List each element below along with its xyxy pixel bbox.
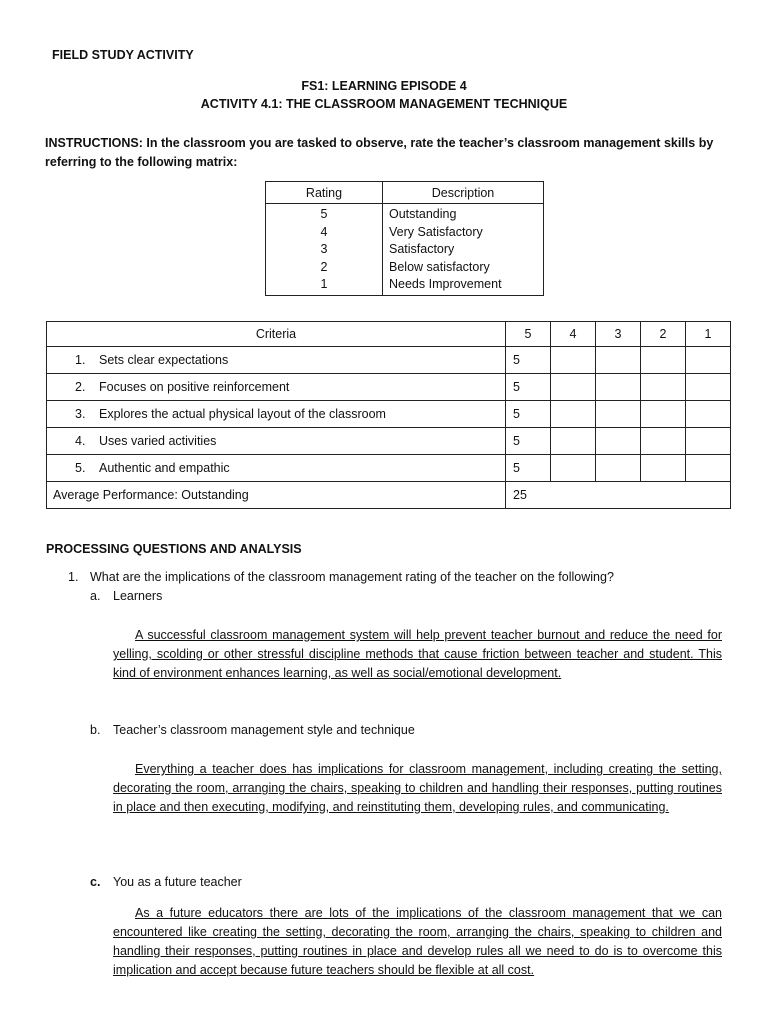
score-cell: 5 — [506, 347, 551, 374]
score-cell: 5 — [506, 374, 551, 401]
empty-cell — [551, 428, 596, 455]
rating-matrix-table — [265, 181, 544, 296]
rating-matrix-header-row — [266, 182, 544, 204]
description-header: Description — [383, 182, 544, 204]
criterion-cell — [47, 347, 506, 374]
empty-cell — [641, 428, 686, 455]
criterion-cell — [47, 455, 506, 482]
rating-description: Very Satisfactory — [389, 224, 483, 239]
empty-cell — [686, 401, 731, 428]
answer-b — [113, 760, 722, 817]
empty-cell — [686, 455, 731, 482]
empty-cell — [551, 374, 596, 401]
sub-item-c — [90, 875, 242, 889]
episode-title: FS1: LEARNING EPISODE 4 — [301, 79, 467, 93]
score-4-header: 4 — [551, 322, 596, 347]
answer-c — [113, 904, 722, 980]
rating-value: 3 — [320, 242, 328, 256]
criterion-number: 3. — [75, 407, 86, 421]
table-row — [47, 401, 731, 428]
empty-cell — [596, 401, 641, 428]
sub-item-label: You as a future teacher — [113, 875, 242, 889]
average-total: 25 — [506, 482, 731, 509]
sub-item-label: Learners — [113, 589, 163, 603]
sub-item-letter: a. — [90, 589, 101, 603]
score-1-header: 1 — [686, 322, 731, 347]
instructions-text: INSTRUCTIONS: In the classroom you are tasked to observe, rate the teacher’s classroom management skills by referring to the following matrix: — [45, 136, 714, 169]
criteria-table — [46, 321, 731, 509]
empty-cell — [641, 347, 686, 374]
empty-cell — [641, 401, 686, 428]
empty-cell — [641, 455, 686, 482]
rating-value: 2 — [320, 259, 328, 274]
criterion-text: Uses varied activities — [99, 434, 217, 448]
rating-value: 5 — [320, 207, 328, 221]
empty-cell — [686, 428, 731, 455]
score-2-header: 2 — [641, 322, 686, 347]
sub-item-a — [90, 589, 162, 603]
criterion-cell — [47, 374, 506, 401]
question-1 — [68, 570, 614, 584]
criterion-text: Explores the actual physical layout of the classroom — [99, 407, 386, 421]
answer-a — [113, 626, 722, 683]
empty-cell — [596, 374, 641, 401]
empty-cell — [686, 347, 731, 374]
sub-item-label: Teacher’s classroom management style and technique — [113, 723, 415, 737]
criterion-number: 5. — [75, 461, 86, 475]
description-values-cell — [383, 204, 544, 296]
question-number: 1. — [68, 570, 79, 584]
answer-c-text: As a future educators there are lots of the implications of the classroom management that we can encountered like creating the setting, decorating the room, arranging the chairs, speaking to children and handling their responses, putting routines in place and develop rules all we need to do is to overcome this implication and accept because future teachers should be flexible at all cost. — [113, 906, 722, 977]
empty-cell — [596, 428, 641, 455]
processing-heading: PROCESSING QUESTIONS AND ANALYSIS — [46, 542, 302, 556]
criterion-cell — [47, 401, 506, 428]
empty-cell — [686, 374, 731, 401]
empty-cell — [551, 455, 596, 482]
criterion-text: Sets clear expectations — [99, 353, 229, 367]
rating-value: 1 — [320, 277, 328, 291]
answer-a-text: A successful classroom management system will help prevent teacher burnout and reduce the need for yelling, scolding or other stressful discipline methods that cause friction between teacher and student. This kind of environment enhances learning, as well as social/emotional development. — [113, 628, 722, 680]
score-cell: 5 — [506, 401, 551, 428]
criterion-cell — [47, 428, 506, 455]
rating-description: Outstanding — [389, 207, 457, 221]
rating-description: Needs Improvement — [389, 277, 502, 291]
criterion-number: 2. — [75, 380, 86, 394]
criteria-header: Criteria — [47, 322, 506, 347]
rating-description: Below satisfactory — [389, 259, 490, 274]
activity-title: ACTIVITY 4.1: THE CLASSROOM MANAGEMENT TECHNIQUE — [200, 97, 568, 111]
rating-value: 4 — [320, 224, 328, 239]
sub-item-letter: b. — [90, 723, 101, 737]
score-cell: 5 — [506, 428, 551, 455]
empty-cell — [596, 347, 641, 374]
empty-cell — [551, 401, 596, 428]
rating-matrix-body-row — [266, 204, 544, 296]
empty-cell — [551, 347, 596, 374]
criterion-text: Focuses on positive reinforcement — [99, 380, 290, 394]
criterion-text: Authentic and empathic — [99, 461, 230, 475]
criterion-number: 4. — [75, 434, 86, 448]
average-label: Average Performance: Outstanding — [47, 482, 506, 509]
field-study-heading: FIELD STUDY ACTIVITY — [52, 48, 194, 62]
rating-header: Rating — [266, 182, 383, 204]
rating-description: Satisfactory — [389, 242, 455, 256]
empty-cell — [596, 455, 641, 482]
sub-item-letter: c. — [90, 875, 101, 889]
rating-values-cell — [266, 204, 383, 296]
answer-b-text: Everything a teacher does has implications for classroom management, including creating the setting, decorating the room, arranging the chairs, speaking to children and handling their responses, putting routines in place and then executing, modifying, and reinstituting them, developing rules, and communicating. — [113, 762, 722, 814]
table-row — [47, 455, 731, 482]
criteria-header-row — [47, 322, 731, 347]
average-row — [47, 482, 731, 509]
score-5-header: 5 — [506, 322, 551, 347]
table-row — [47, 428, 731, 455]
question-text: What are the implications of the classroom management rating of the teacher on the following? — [90, 570, 614, 584]
table-row — [47, 347, 731, 374]
criterion-number: 1. — [75, 353, 86, 367]
sub-item-b — [90, 723, 415, 737]
empty-cell — [641, 374, 686, 401]
score-cell: 5 — [506, 455, 551, 482]
table-row — [47, 374, 731, 401]
score-3-header: 3 — [596, 322, 641, 347]
